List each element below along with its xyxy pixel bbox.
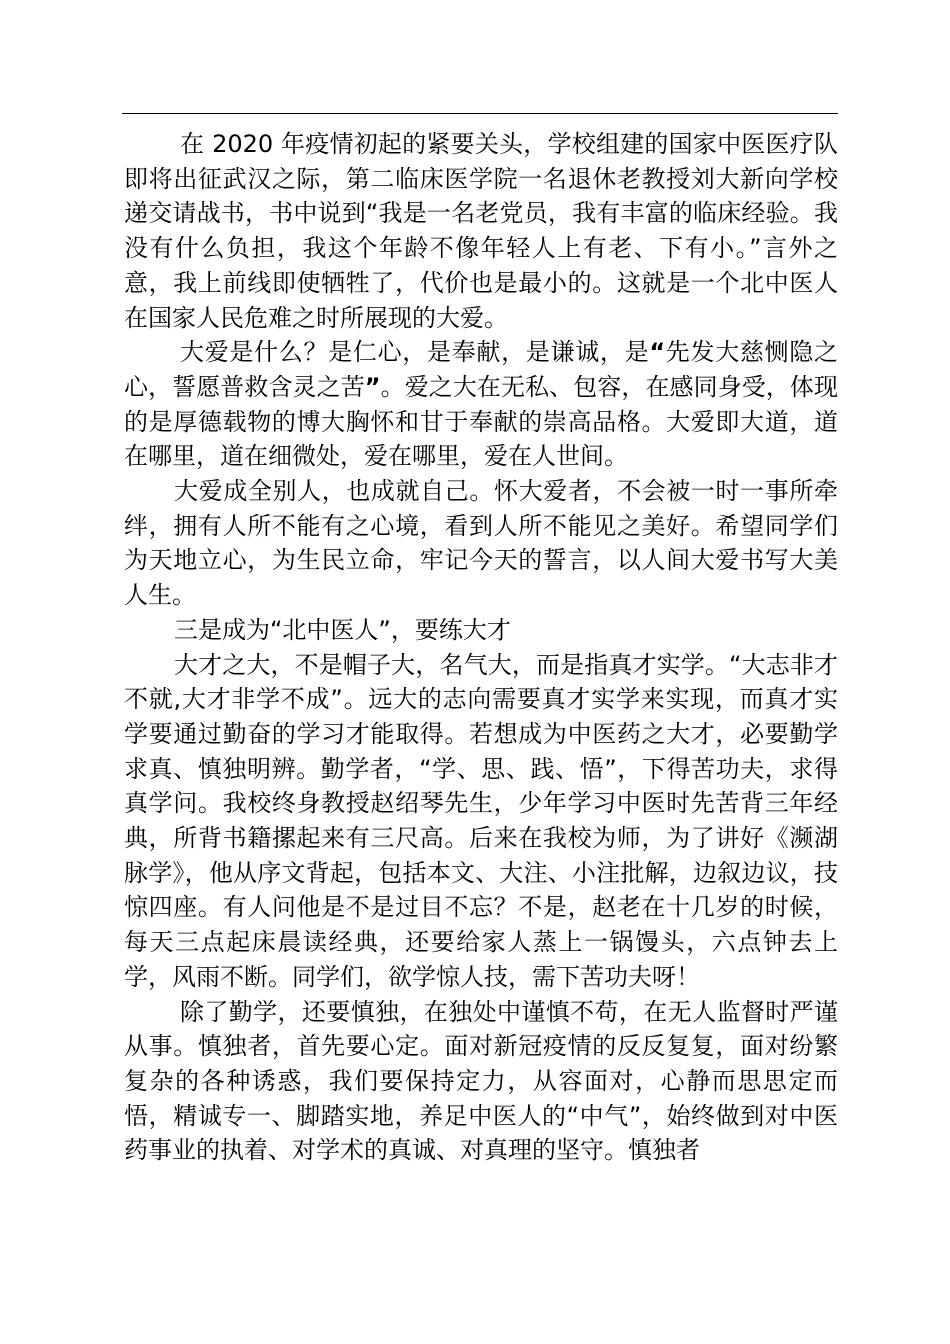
paragraph-2-before: 大爱是什么？是仁心，是奉献，是谦诚，是: [180, 338, 650, 367]
paragraph-1: 在 2020 年疫情初起的紧要关头，学校组建的国家中医医疗队即将出征武汉之际，第二临床医学院一名退休老教授刘大新向学校递交请战书，书中说到“我是一名老党员，我有丰富的临床经验。我没有什么负担，我这个年龄不像年轻人上有老、下有小。”言外之意，我上前线即使牺牲了，代价也是最小的。这就是一个北中医人在国家人民危难之时所展现的大爱。: [124, 130, 838, 332]
document-body: [124, 127, 838, 1168]
paragraph-2-after: 。爱之大在无私、包容，在感同身受，体现的是厚德载物的博大胸怀和甘于奉献的崇高品格。大爱即大道，道在哪里，道在细微处，爱在哪里，爱在人世间。: [124, 372, 838, 471]
quote-close-mark: ”: [364, 372, 381, 401]
header-rule: [122, 113, 838, 114]
paragraph-3: 大爱成全别人，也成就自己。怀大爱者，不会被一时一事所牵绊，拥有人所不能有之心境，看到人所不能见之美好。希望同学们为天地立心，为生民立命，牢记今天的誓言，以人间大爱书写大美人生。: [124, 477, 838, 610]
quote-open-mark: “: [649, 338, 666, 367]
paragraph-5: 除了勤学，还要慎独，在独处中谨慎不苟，在无人监督时严谨从事。慎独者，首先要心定。面对新冠疫情的反反复复，面对纷繁复杂的各种诱惑，我们要保持定力，从容面对，心静而思思定而悟，精诚专一、脚踏实地，养足中医人的“中气”，始终做到对中医药事业的执着、对学术的真诚、对真理的坚守。慎独者: [124, 997, 838, 1165]
paragraph-4: 大才之大，不是帽子大，名气大，而是指真才实学。“大志非才不就,大才非学不成”。远大的志向需要真才实学来实现，而真才实学要通过勤奋的学习才能取得。若想成为中医药之大才，必要勤学求真、慎独明辨。勤学者，“学、思、践、悟”，下得苦功夫，求得真学问。我校终身教授赵绍琴先生，少年学习中医时先苦背三年经典，所背书籍摞起来有三尺高。后来在我校为师，为了讲好《濒湖脉学》，他从序文背起，包括本文、大注、小注批解，边叙边议，技惊四座。有人问他是不是过目不忘？不是，赵老在十几岁的时候，每天三点起床晨读经典，还要给家人蒸上一锅馒头，六点钟去上学，风雨不断。同学们，欲学惊人技，需下苦功夫呀！: [124, 650, 838, 991]
section-heading: 三是成为“北中医人”，要练大才: [174, 615, 511, 644]
quote-body: 先发大慈恻隐之心，誓愿普救含灵之苦: [124, 338, 838, 401]
paragraph-2: [124, 335, 838, 474]
